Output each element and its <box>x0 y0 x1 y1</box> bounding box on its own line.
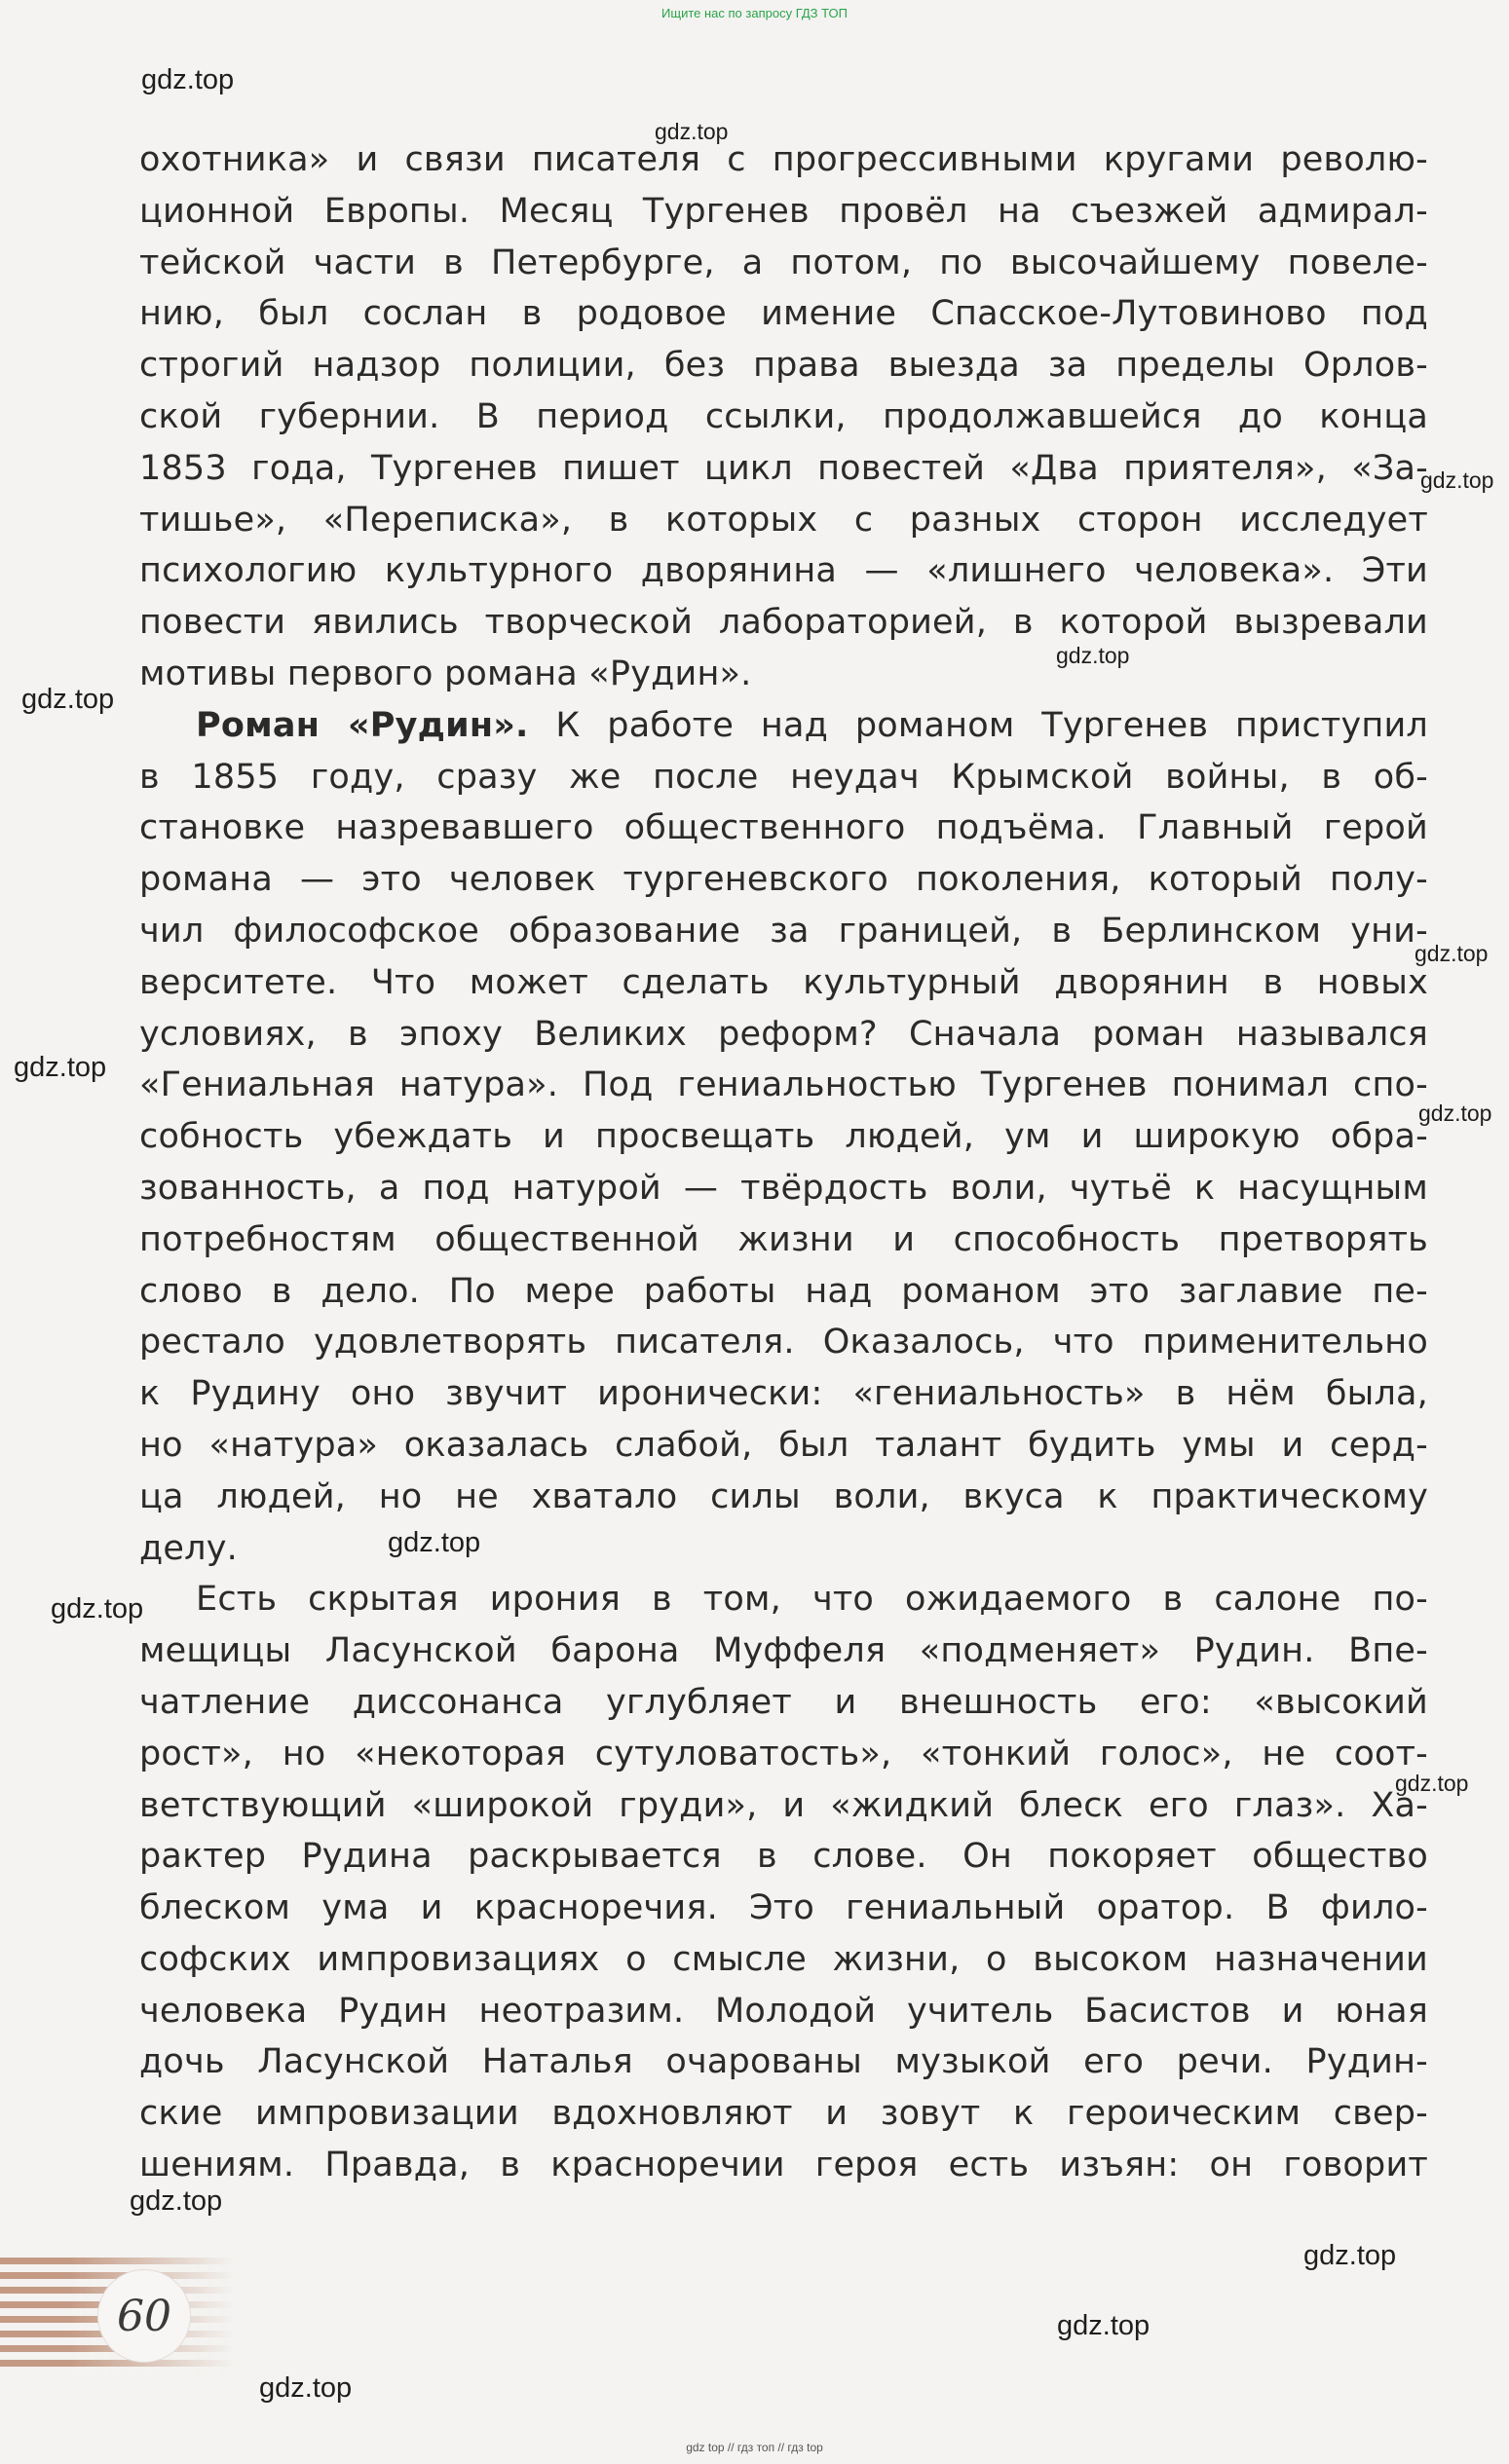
paragraph-exile <box>139 134 1428 700</box>
text-line: человека Рудин неотразим. Молодой учитель Басистов и юная <box>139 1991 1428 2031</box>
text-line: к Рудину оно звучит иронически: «гениальность» в нём была, <box>139 1374 1428 1414</box>
text-line: «Гениальная натура». Под гениальностью Тургенев понимал спо- <box>139 1065 1428 1105</box>
watermark: gdz.top <box>388 1527 481 1558</box>
search-hint-banner: Ищите нас по запросу ГДЗ ТОП <box>661 6 848 20</box>
text-line: психологию культурного дворянина — «лишнего человека». Эти <box>139 551 1428 591</box>
text-line: шениям. Правда, в красноречии героя есть изъян: он говорит <box>139 2146 1428 2185</box>
watermark: gdz.top <box>1056 643 1130 668</box>
watermark: gdz.top <box>51 1593 144 1624</box>
text-line: дочь Ласунской Наталья очарованы музыкой его речи. Рудин- <box>139 2042 1428 2082</box>
watermark: gdz.top <box>1415 941 1489 966</box>
watermark: gdz.top <box>130 2185 223 2217</box>
text-line: ционной Европы. Месяц Тургенев провёл на съезжей адмирал- <box>139 191 1428 231</box>
paragraph-irony <box>139 1574 1428 2191</box>
text-line: блеском ума и красноречия. Это гениальный оратор. В фило- <box>139 1888 1428 1928</box>
text-line: мотивы первого романа «Рудин». <box>139 653 752 693</box>
section-heading: Роман «Рудин». <box>196 705 529 745</box>
footer-links: gdz top // гдз топ // гдз top <box>686 2441 823 2454</box>
text-line: рост», но «некоторая сутуловатость», «тонкий голос», не соот- <box>139 1734 1428 1773</box>
page-number-badge <box>97 2269 191 2363</box>
text-line: рестало удовлетворять писателя. Оказалось, что применительно <box>139 1323 1428 1363</box>
body-text <box>139 134 1428 2191</box>
text-line: софских импровизациях о смысле жизни, о высоком назначении <box>139 1939 1428 1979</box>
watermark: gdz.top <box>21 684 115 715</box>
text-line: верситете. Что может сделать культурный дворянин в новых <box>139 962 1428 1002</box>
text-line-heading <box>139 700 1428 752</box>
text-line: в 1855 году, сразу же после неудач Крымской войны, в об- <box>139 757 1428 797</box>
text-line: ветствующий «широкой груди», и «жидкий блеск его глаз». Ха- <box>139 1785 1428 1825</box>
watermark: gdz.top <box>1057 2310 1151 2341</box>
text-line: собность убеждать и просвещать людей, ум и широкую обра- <box>139 1117 1428 1157</box>
watermark: gdz.top <box>1303 2240 1397 2271</box>
text-line: чатление диссонанса углубляет и внешность его: «высокий <box>139 1682 1428 1722</box>
text-line: но «натура» оказалась слабой, был талант будить умы и серд- <box>139 1425 1428 1465</box>
text-line: 1853 года, Тургенев пишет цикл повестей «Два приятеля», «За- <box>139 448 1428 488</box>
text-line: ские импровизации вдохновляют и зовут к героическим свер- <box>139 2094 1428 2134</box>
text-line: строгий надзор полиции, без права выезда за пределы Орлов- <box>139 346 1428 386</box>
text-line: мещицы Ласунской барона Муффеля «подменяет» Рудин. Впе- <box>139 1631 1428 1671</box>
text-line: романа — это человек тургеневского поколения, который полу- <box>139 860 1428 900</box>
text-line: делу. <box>139 1528 238 1568</box>
heading-continuation: К работе над романом Тургенев приступил <box>528 705 1428 745</box>
text-line: потребностям общественной жизни и способность претворять <box>139 1219 1428 1259</box>
text-line: тишье», «Переписка», в которых с разных сторон исследует <box>139 500 1428 540</box>
watermark: gdz.top <box>1418 1101 1492 1126</box>
text-line: нию, был сослан в родовое имение Спасское-Лутовиново под <box>139 294 1428 334</box>
text-line: тейской части в Петербурге, а потом, по высочайшему повеле- <box>139 243 1428 282</box>
text-line: Есть скрытая ирония в том, что ожидаемого в салоне по- <box>196 1580 1428 1620</box>
text-line: становке назревавшего общественного подъёма. Главный герой <box>139 808 1428 848</box>
page-number: 60 <box>117 2291 171 2341</box>
text-line: слово в дело. По мере работы над романом это заглавие пе- <box>139 1271 1428 1311</box>
text-line: ской губернии. В период ссылки, продолжавшейся до конца <box>139 396 1428 436</box>
paragraph-rudin-novel <box>139 700 1428 1575</box>
text-line: чил философское образование за границей, в Берлинском уни- <box>139 911 1428 951</box>
watermark: gdz.top <box>1420 467 1494 493</box>
text-line: охотника» и связи писателя с прогрессивными кругами револю- <box>139 140 1428 179</box>
watermark: gdz.top <box>1395 1771 1469 1796</box>
text-line: рактер Рудина раскрывается в слове. Он покоряет общество <box>139 1837 1428 1877</box>
text-line: зованность, а под натурой — твёрдость воли, чутьё к насущным <box>139 1168 1428 1208</box>
text-line: ца людей, но не хватало силы воли, вкуса к практическому <box>139 1476 1428 1516</box>
text-line: повести явились творческой лабораторией, в которой вызревали <box>139 603 1428 643</box>
watermark: gdz.top <box>655 119 729 144</box>
text-line: условиях, в эпоху Великих реформ? Сначала роман назывался <box>139 1014 1428 1054</box>
watermark: gdz.top <box>14 1052 107 1083</box>
watermark: gdz.top <box>259 2372 353 2404</box>
watermark: gdz.top <box>141 64 235 95</box>
